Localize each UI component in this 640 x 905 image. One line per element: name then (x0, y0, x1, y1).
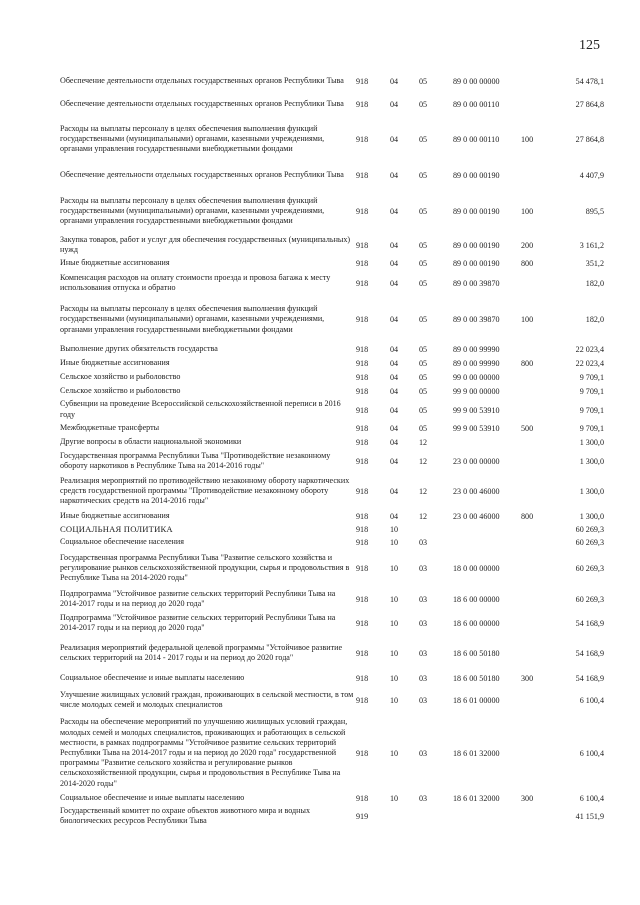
row-pr: 12 (419, 511, 428, 521)
row-vr (521, 450, 551, 474)
row-pr: 05 (419, 206, 428, 216)
row-name: Выполнение других обязательств государства (60, 344, 218, 354)
row-sum: 351,2 (585, 259, 604, 269)
row-vr (521, 636, 551, 672)
row-vr: 800 (521, 359, 534, 369)
row-name: Подпрограмма "Устойчивое развитие сельских территорий Республики Тыва на 2014-2017 годы и на период до 2020 года" (60, 588, 336, 609)
table-row (60, 235, 604, 257)
row-pr: 03 (419, 673, 428, 683)
row-name: Социальное обеспечение и иные выплаты населению (60, 792, 245, 802)
row-csr (453, 536, 521, 550)
row-sum: 6 100,4 (579, 748, 604, 758)
row-gr: 918 (356, 618, 369, 628)
row-sum: 4 407,9 (579, 170, 604, 180)
row-sum: 54 478,1 (575, 76, 604, 86)
row-rz: 04 (390, 241, 399, 251)
row-csr: 89 0 00 00190 (453, 206, 500, 216)
row-gr: 918 (356, 206, 369, 216)
row-rz: 04 (390, 279, 399, 289)
row-csr: 89 0 00 00000 (453, 76, 500, 86)
page-number: 125 (579, 38, 600, 53)
row-rz: 10 (390, 648, 399, 658)
row-csr: 89 0 00 99990 (453, 359, 500, 369)
row-gr: 918 (356, 279, 369, 289)
row-vr (521, 536, 551, 550)
row-name: Государственный комитет по охране объектов животного мира и водных биологических ресурсов Республики Тыва (60, 806, 310, 826)
table-row (60, 93, 604, 117)
table-row (60, 636, 604, 672)
row-gr: 918 (356, 315, 369, 325)
row-gr: 918 (356, 673, 369, 683)
row-sum: 22 023,4 (575, 345, 604, 355)
table-row (60, 343, 604, 357)
table-row (60, 806, 604, 828)
row-csr (453, 524, 521, 536)
budget-table-body (60, 71, 604, 828)
table-row (60, 716, 604, 792)
table-row (60, 385, 604, 399)
row-pr: 03 (419, 648, 428, 658)
row-sum: 9 709,1 (579, 423, 604, 433)
row-sum: 3 161,2 (579, 241, 604, 251)
row-pr: 03 (419, 537, 428, 547)
row-vr: 100 (521, 315, 534, 325)
row-sum: 1 300,0 (579, 511, 604, 521)
table-row (60, 536, 604, 550)
row-csr (453, 806, 521, 828)
row-rz: 04 (390, 486, 399, 496)
row-sum: 27 864,8 (575, 99, 604, 109)
row-vr (521, 343, 551, 357)
row-sum: 182,0 (585, 315, 604, 325)
row-name: Закупка товаров, работ и услуг для обеспечения государственных (муниципальных) нужд (60, 235, 351, 255)
row-rz: 04 (390, 456, 399, 466)
row-vr: 300 (521, 793, 534, 803)
row-csr: 99 9 00 53910 (453, 423, 500, 433)
row-pr: 05 (419, 259, 428, 269)
row-rz: 10 (390, 524, 399, 534)
row-rz: 10 (390, 537, 399, 547)
row-rz: 10 (390, 673, 399, 683)
row-gr: 918 (356, 134, 369, 144)
row-name: Иные бюджетные ассигнования (60, 358, 170, 368)
row-rz: 10 (390, 695, 399, 705)
table-row (60, 399, 604, 421)
row-name: Обеспечение деятельности отдельных государственных органов Республики Тыва (60, 169, 344, 179)
row-csr: 18 6 00 50180 (453, 648, 500, 658)
row-csr: 89 0 00 39870 (453, 279, 500, 289)
row-name: СОЦИАЛЬНАЯ ПОЛИТИКА (60, 523, 173, 534)
row-csr: 89 0 00 00110 (453, 99, 500, 109)
row-name: Обеспечение деятельности отдельных государственных органов Республики Тыва (60, 98, 344, 108)
row-pr (419, 806, 453, 828)
row-pr: 03 (419, 748, 428, 758)
row-rz: 04 (390, 373, 399, 383)
row-sum: 6 100,4 (579, 695, 604, 705)
row-sum: 1 300,0 (579, 437, 604, 447)
row-vr (521, 385, 551, 399)
row-gr: 918 (356, 259, 369, 269)
row-gr: 918 (356, 405, 369, 415)
row-rz: 04 (390, 134, 399, 144)
row-csr: 18 6 00 50180 (453, 673, 500, 683)
table-row (60, 297, 604, 343)
row-sum: 60 269,3 (575, 537, 604, 547)
row-name: Иные бюджетные ассигнования (60, 258, 170, 268)
table-row (60, 588, 604, 612)
row-pr: 03 (419, 618, 428, 628)
row-pr: 05 (419, 99, 428, 109)
row-name: Социальное обеспечение населения (60, 536, 184, 546)
row-gr: 918 (356, 537, 369, 547)
row-gr: 918 (356, 524, 369, 534)
row-sum: 22 023,4 (575, 359, 604, 369)
row-name: Реализация мероприятий федеральной целевой программы "Устойчивое развитие сельских территорий на 2014 - 2017 годы и на период до 2020 года" (60, 642, 343, 663)
table-row (60, 71, 604, 93)
row-pr: 12 (419, 437, 428, 447)
row-gr: 918 (356, 76, 369, 86)
row-csr: 99 9 00 53910 (453, 405, 500, 415)
row-rz: 10 (390, 618, 399, 628)
row-name: Субвенции на проведение Всероссийской сельскохозяйственной переписи в 2016 году (60, 399, 341, 419)
row-sum: 60 269,3 (575, 563, 604, 573)
row-pr: 05 (419, 279, 428, 289)
row-pr: 03 (419, 563, 428, 573)
row-sum: 41 151,9 (575, 812, 604, 822)
row-name: Государственная программа Республики Тыва "Противодействие незаконному обороту наркотиков в Республике Тыва на 2014-2016 годы" (60, 450, 331, 470)
table-row (60, 357, 604, 371)
row-pr: 05 (419, 423, 428, 433)
row-vr (521, 474, 551, 510)
table-row (60, 163, 604, 189)
row-sum: 9 709,1 (579, 387, 604, 397)
row-vr (521, 436, 551, 450)
table-row (60, 117, 604, 163)
row-csr: 18 6 01 00000 (453, 695, 500, 705)
table-row (60, 422, 604, 436)
row-vr: 200 (521, 241, 534, 251)
row-name: Государственная программа Республики Тыва "Развитие сельского хозяйства и регулирование рынков сельскохозяйственной продукции, сырья и продовольствия в Республике Тыва на 2014-2020 годы" (60, 552, 350, 583)
row-pr: 05 (419, 134, 428, 144)
table-row (60, 792, 604, 806)
row-vr (521, 163, 551, 189)
row-vr (521, 524, 551, 536)
row-rz: 04 (390, 315, 399, 325)
row-pr: 05 (419, 373, 428, 383)
row-gr: 918 (356, 170, 369, 180)
row-sum: 9 709,1 (579, 373, 604, 383)
row-pr: 05 (419, 76, 428, 86)
row-rz: 10 (390, 594, 399, 604)
row-sum: 182,0 (585, 279, 604, 289)
row-rz: 04 (390, 259, 399, 269)
row-csr: 18 6 00 00000 (453, 594, 500, 604)
row-name: Расходы на выплаты персоналу в целях обеспечения выполнения функций государственными (муниципальными) органами, казенными учреждениями, органами управления государственными внебюджетными фондами (60, 304, 325, 334)
row-pr: 05 (419, 359, 428, 369)
row-csr: 18 6 01 32000 (453, 793, 500, 803)
row-gr: 918 (356, 563, 369, 573)
row-pr: 03 (419, 793, 428, 803)
row-pr: 12 (419, 456, 428, 466)
row-csr: 18 0 00 00000 (453, 563, 500, 573)
row-sum: 60 269,3 (575, 594, 604, 604)
row-gr: 918 (356, 511, 369, 521)
row-pr (419, 524, 453, 536)
row-name: Улучшение жилищных условий граждан, проживающих в сельской местности, в том числе молодых семей и молодых специалистов (60, 689, 354, 710)
table-row (60, 271, 604, 297)
table-row (60, 612, 604, 636)
budget-table (60, 71, 604, 828)
row-gr: 918 (356, 99, 369, 109)
row-vr (521, 588, 551, 612)
row-csr (453, 436, 521, 450)
table-row (60, 474, 604, 510)
row-gr: 918 (356, 456, 369, 466)
row-csr: 99 0 00 00000 (453, 373, 500, 383)
row-gr: 919 (356, 812, 369, 822)
row-pr: 12 (419, 486, 428, 496)
row-csr: 18 6 01 32000 (453, 748, 500, 758)
row-vr (521, 93, 551, 117)
row-rz: 10 (390, 748, 399, 758)
table-row (60, 371, 604, 385)
row-rz: 10 (390, 793, 399, 803)
row-vr (521, 806, 551, 828)
row-rz: 04 (390, 170, 399, 180)
row-rz: 04 (390, 345, 399, 355)
row-sum: 1 300,0 (579, 456, 604, 466)
table-row (60, 189, 604, 235)
row-csr: 89 0 00 00190 (453, 170, 500, 180)
row-gr: 918 (356, 387, 369, 397)
row-csr: 89 0 00 00110 (453, 134, 500, 144)
table-row (60, 686, 604, 716)
row-name: Подпрограмма "Устойчивое развитие сельских территорий Республики Тыва на 2014-2017 годы и на период до 2020 года" (60, 612, 336, 633)
row-name: Сельское хозяйство и рыболовство (60, 386, 181, 396)
row-gr: 918 (356, 695, 369, 705)
row-sum: 6 100,4 (579, 793, 604, 803)
row-name: Расходы на выплаты персоналу в целях обеспечения выполнения функций государственными (муниципальными) органами, казенными учреждениями, органами управления государственными внебюджетными фондами (60, 123, 325, 154)
row-rz: 04 (390, 405, 399, 415)
table-row (60, 524, 604, 536)
table-row (60, 550, 604, 588)
row-name: Иные бюджетные ассигнования (60, 510, 170, 520)
row-vr: 800 (521, 259, 534, 269)
row-name: Сельское хозяйство и рыболовство (60, 372, 181, 382)
row-vr (521, 716, 551, 792)
row-gr: 918 (356, 345, 369, 355)
row-pr: 03 (419, 695, 428, 705)
row-vr (521, 399, 551, 421)
row-csr: 89 0 00 99990 (453, 345, 500, 355)
row-name: Другие вопросы в области национальной экономики (60, 436, 242, 446)
row-vr (521, 550, 551, 588)
row-csr: 89 0 00 00190 (453, 241, 500, 251)
row-pr: 05 (419, 170, 428, 180)
row-rz: 04 (390, 437, 399, 447)
row-pr: 05 (419, 315, 428, 325)
table-row (60, 450, 604, 474)
row-gr: 918 (356, 423, 369, 433)
row-gr: 918 (356, 486, 369, 496)
row-vr (521, 271, 551, 297)
row-csr: 89 0 00 00190 (453, 259, 500, 269)
row-pr: 05 (419, 345, 428, 355)
row-rz: 04 (390, 99, 399, 109)
row-name: Межбюджетные трансферты (60, 422, 160, 432)
row-csr: 23 0 00 46000 (453, 486, 500, 496)
row-rz (390, 806, 419, 828)
table-row (60, 510, 604, 524)
row-rz: 10 (390, 563, 399, 573)
row-csr: 99 9 00 00000 (453, 387, 500, 397)
row-name: Компенсация расходов на оплату стоимости проезда и провоза багажа к месту использования отпуска и обратно (60, 273, 331, 293)
row-csr: 23 0 00 00000 (453, 456, 500, 466)
row-sum: 54 168,9 (575, 673, 604, 683)
row-rz: 04 (390, 206, 399, 216)
row-vr (521, 686, 551, 716)
table-row (60, 672, 604, 686)
row-csr: 18 6 00 00000 (453, 618, 500, 628)
row-name: Реализация мероприятий по противодействию незаконному обороту наркотических средств государственной программы "Противодействие незаконному обороту наркотических средств на 2014-2016 годы" (60, 475, 350, 505)
row-rz: 04 (390, 511, 399, 521)
row-pr: 05 (419, 241, 428, 251)
row-sum: 895,5 (585, 206, 604, 216)
row-sum: 54 168,9 (575, 618, 604, 628)
row-gr: 918 (356, 359, 369, 369)
row-vr: 100 (521, 206, 534, 216)
row-rz: 04 (390, 359, 399, 369)
row-name: Расходы на обеспечение мероприятий по улучшению жилищных условий граждан, молодых семей и молодых специалистов, проживающих и работающих в сельской местности, в рамках подпрограммы "Устойчивое развитие сельских территорий Республики Тыва на 2014-2017 годы и на период до 2020 года" государственной программы "Развитие сельского хозяйства и регулирование рынков сельскохозяйственной продукции, сырья и продовольствия в Республике Тыва на 2014-2020 годы" (60, 717, 348, 788)
table-row (60, 436, 604, 450)
row-vr: 800 (521, 511, 534, 521)
row-pr: 05 (419, 405, 428, 415)
row-pr: 03 (419, 594, 428, 604)
row-rz: 04 (390, 423, 399, 433)
row-rz: 04 (390, 387, 399, 397)
table-row (60, 257, 604, 271)
row-gr: 918 (356, 793, 369, 803)
row-gr: 918 (356, 594, 369, 604)
row-csr: 23 0 00 46000 (453, 511, 500, 521)
row-vr: 300 (521, 673, 534, 683)
row-gr: 918 (356, 373, 369, 383)
row-csr: 89 0 00 39870 (453, 315, 500, 325)
row-pr: 05 (419, 387, 428, 397)
row-sum: 27 864,8 (575, 134, 604, 144)
row-vr (521, 71, 551, 93)
row-vr: 100 (521, 134, 534, 144)
row-gr: 918 (356, 437, 369, 447)
row-name: Расходы на выплаты персоналу в целях обеспечения выполнения функций государственными (муниципальными) органами, казенными учреждениями, органами управления государственными внебюджетными фондами (60, 195, 325, 226)
row-sum: 9 709,1 (579, 405, 604, 415)
row-name: Социальное обеспечение и иные выплаты населению (60, 672, 245, 682)
row-name: Обеспечение деятельности отдельных государственных органов Республики Тыва (60, 75, 344, 85)
row-vr (521, 371, 551, 385)
row-gr: 918 (356, 241, 369, 251)
row-vr: 500 (521, 423, 534, 433)
row-sum: 60 269,3 (575, 524, 604, 534)
row-gr: 918 (356, 648, 369, 658)
row-gr: 918 (356, 748, 369, 758)
row-rz: 04 (390, 76, 399, 86)
row-sum: 1 300,0 (579, 486, 604, 496)
row-sum: 54 168,9 (575, 648, 604, 658)
row-vr (521, 612, 551, 636)
